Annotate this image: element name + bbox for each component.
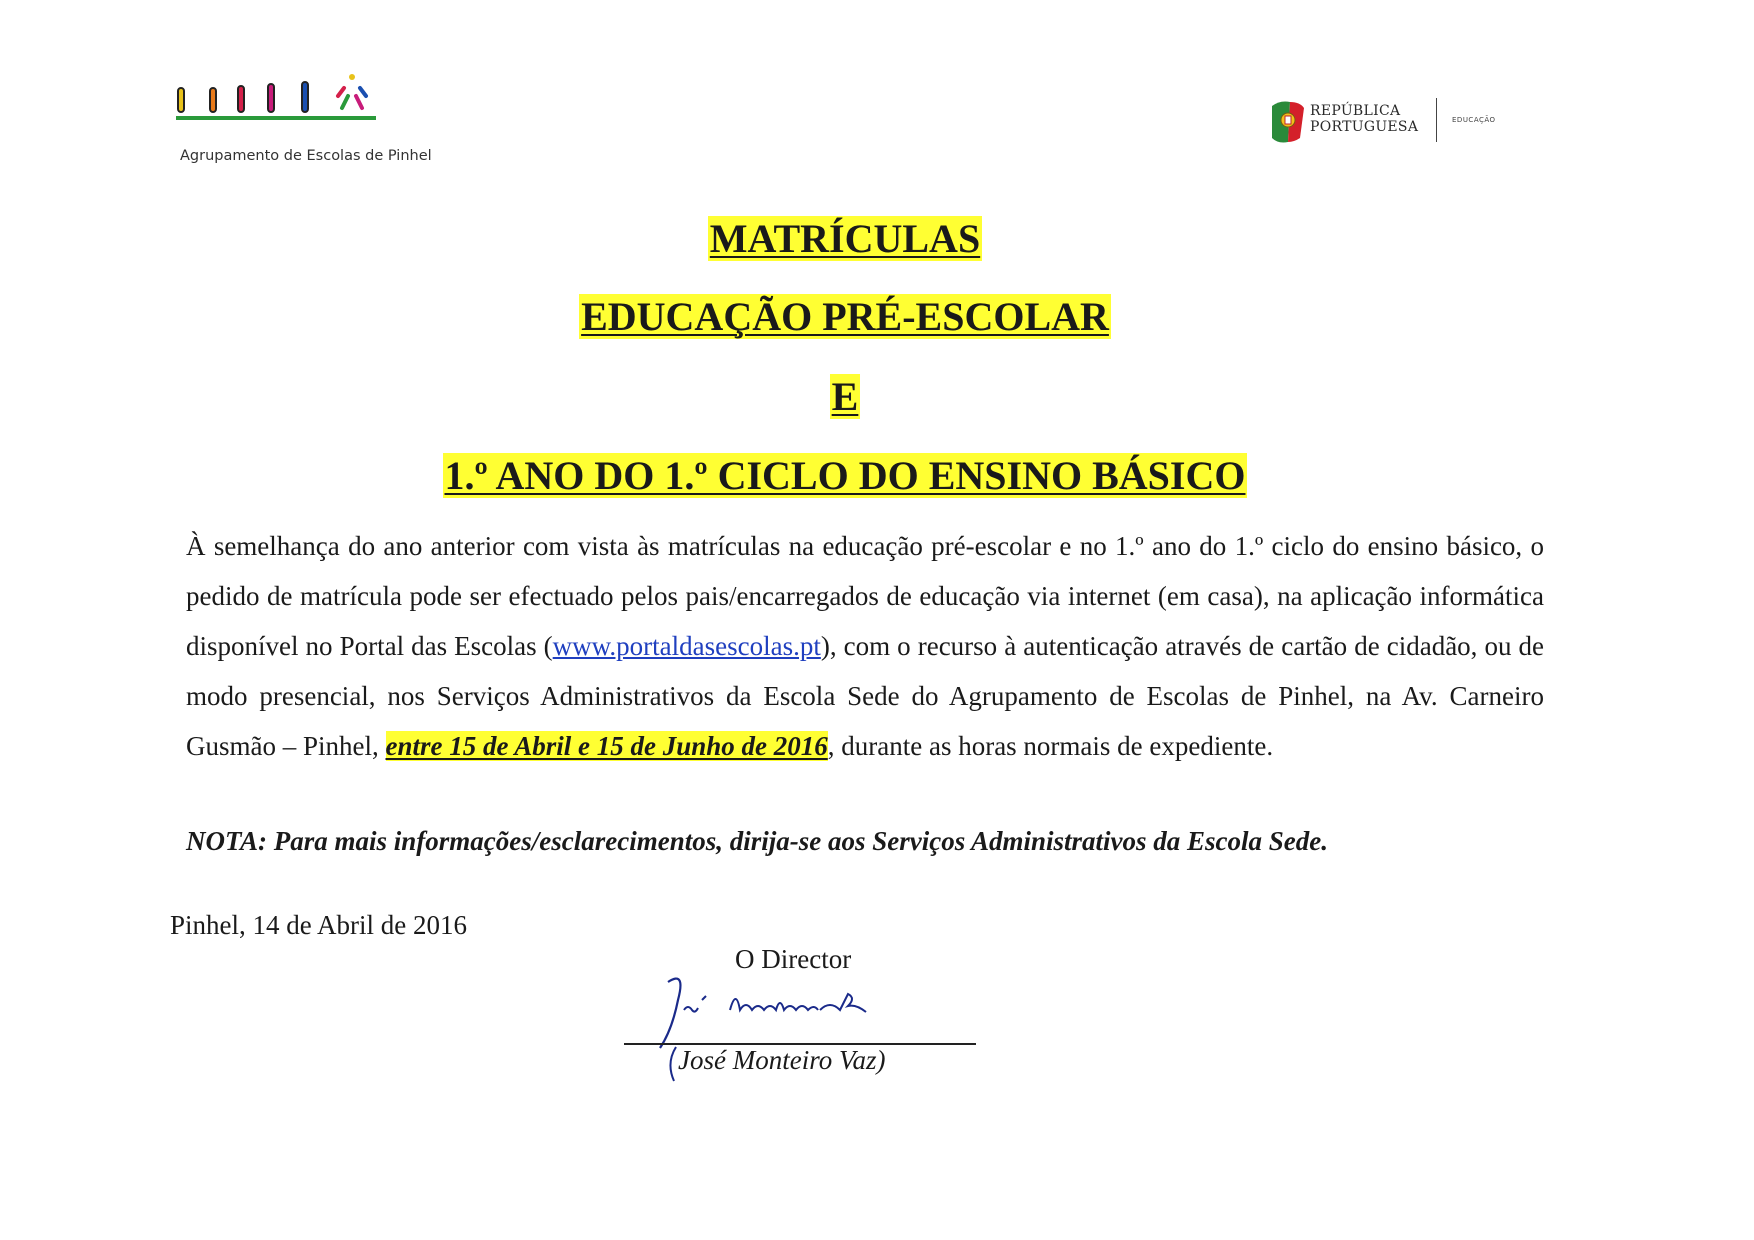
- body-text-part1: À semelhança do ano anterior com vista às matrículas na educação pré-escolar e no 1.º ano do 1.º ciclo do ensino básico, o pedido de matrícula pode ser efectuado pelos pais/encarregados de educação via internet (em casa), na aplicação informática disponível no Portal das Escolas (: [186, 531, 1544, 661]
- republic-line1: REPÚBLICA: [1310, 103, 1401, 119]
- logo-divider: [1436, 98, 1437, 142]
- enrolment-period: entre 15 de Abril e 15 de Junho de 2016: [385, 731, 828, 761]
- note: NOTA: Para mais informações/esclarecimentos, dirija-se aos Serviços Administrativos da Escola Sede.: [186, 826, 1328, 856]
- heading-title: MATRÍCULAS: [709, 216, 981, 261]
- republic-logo: [1268, 98, 1508, 148]
- portal-link[interactable]: www.portaldasescolas.pt: [552, 631, 821, 661]
- place-date: Pinhel, 14 de Abril de 2016: [170, 910, 467, 940]
- heading-grade: 1.º ANO DO 1.º CICLO DO ENSINO BÁSICO: [444, 453, 1246, 498]
- republic-line2: PORTUGUESA: [1310, 119, 1419, 135]
- body-text-part3: , durante as horas normais de expediente.: [827, 731, 1274, 761]
- portuguese-flag-icon: [1268, 98, 1308, 148]
- handwritten-paren-icon: [666, 1045, 678, 1083]
- director-role: O Director: [735, 944, 852, 974]
- school-logo-figures-icon: [176, 74, 436, 154]
- director-name: José Monteiro Vaz): [678, 1045, 886, 1075]
- heading-subtitle: EDUCAÇÃO PRÉ-ESCOLAR: [581, 294, 1109, 339]
- school-logo: [176, 74, 436, 174]
- heading-conjunction: E: [831, 374, 859, 419]
- handwritten-signature-icon: [650, 970, 930, 1050]
- school-logo-caption: Agrupamento de Escolas de Pinhel: [180, 148, 432, 164]
- body-paragraph: [186, 521, 1544, 771]
- ministry-label: EDUCAÇÃO: [1452, 116, 1496, 124]
- body-text-part2: ), com o recurso à autenticação através de cartão de cidadão, ou de modo presencial, nos Serviços Administrativos da Escola Sede do Agrupamento de Escolas de Pinhel, na Av. Carneiro Gusmão – Pinhel,: [186, 631, 1544, 761]
